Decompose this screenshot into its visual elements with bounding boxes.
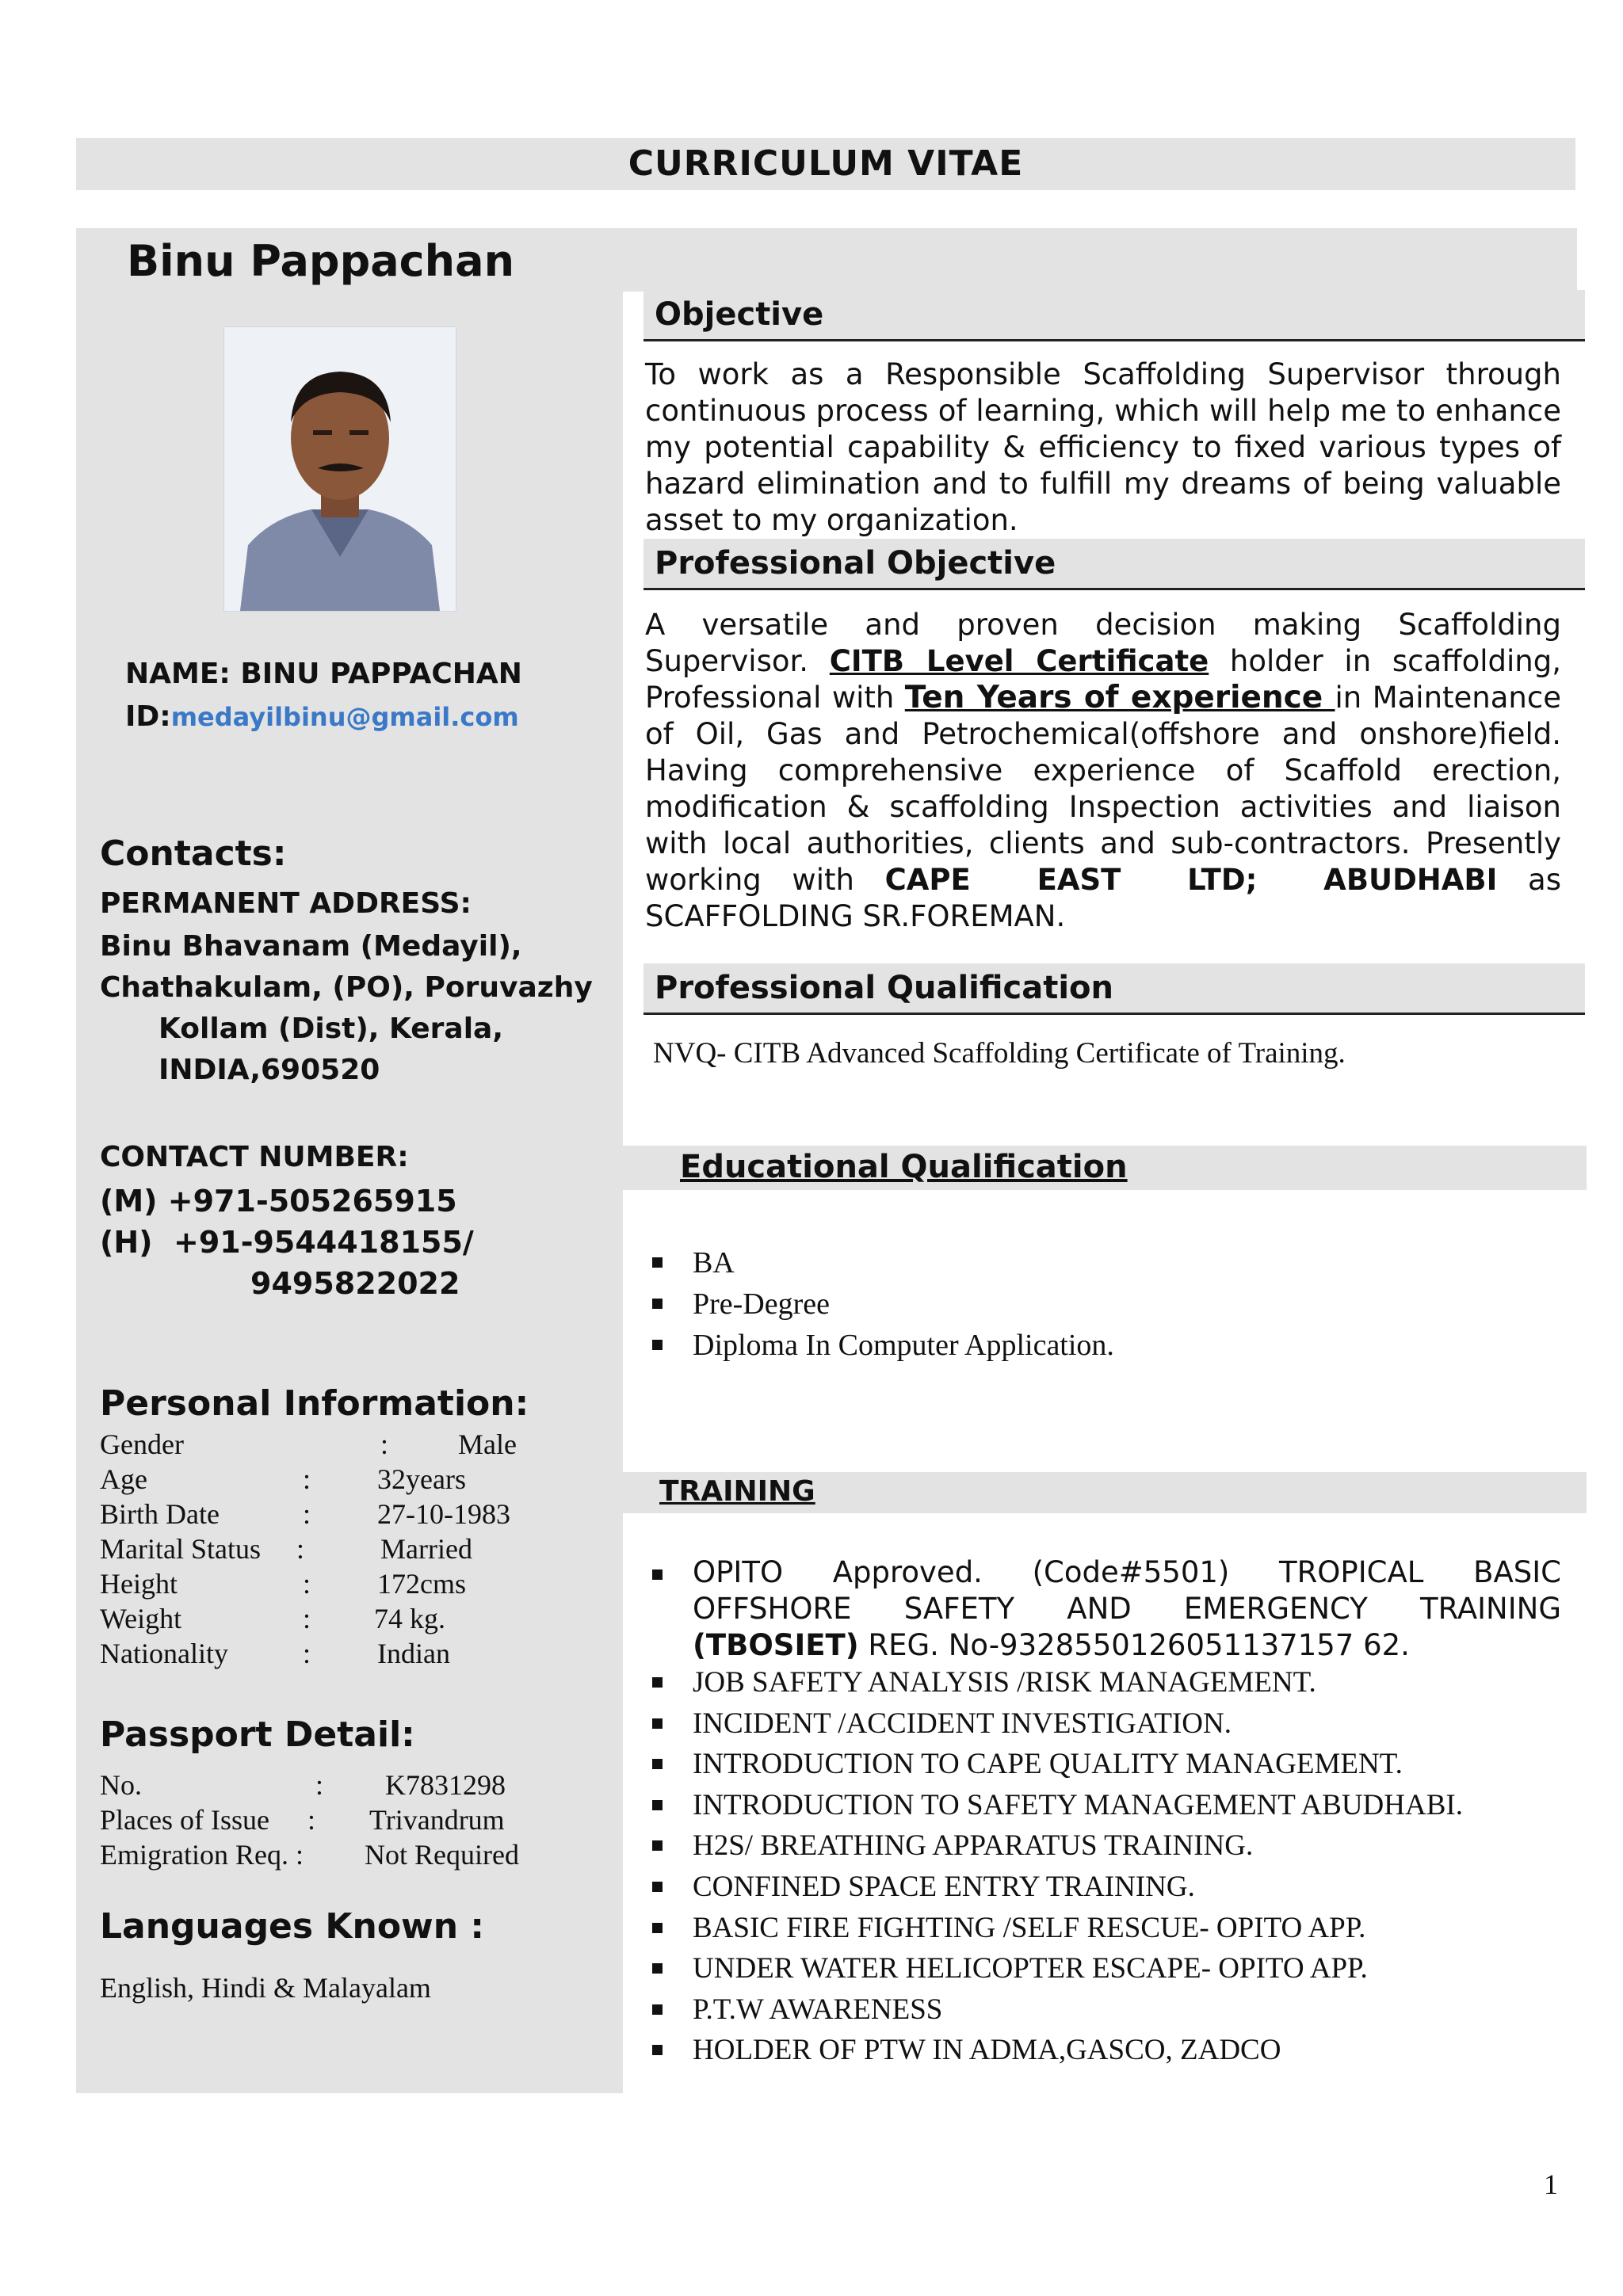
id-line [125, 700, 519, 733]
row-key: Weight [100, 1603, 182, 1634]
row-colon: : [303, 1463, 311, 1495]
passport-heading: Passport Detail: [100, 1714, 415, 1755]
languages-value: English, Hindi & Malayalam [100, 1972, 431, 2004]
address-line: Binu Bhavanam (Medayil), [100, 930, 522, 963]
page-number: 1 [1544, 2168, 1558, 2200]
row-colon: : [303, 1498, 311, 1530]
objective-text: To work as a Responsible Scaffolding Supervisor through continuous process of learning, which will help me to enhance my potential capability & efficiency to fixed various types of hazard elimination and to fulfill my dreams of being valuable asset to my organization. [645, 357, 1561, 537]
professional-objective-heading-bar [643, 539, 1585, 590]
po-text-part: in Maintenance of Oil, Gas and Petrochemical(offshore and onshore)field. Having comprehensive experience of Scaffold erection, modification & scaffolding Inspection activities and liaison with local authorities, clients and sub-contractors. Presently working with [645, 681, 1561, 897]
profile-photo-image [224, 327, 456, 611]
row-key: Places of Issue [100, 1804, 269, 1836]
row-colon: : [315, 1769, 324, 1801]
professional-qualification-heading-bar [643, 963, 1585, 1015]
training-text-part: REG. No-9328550126051137157 62. [858, 1628, 1410, 1662]
name-bar [76, 228, 1577, 292]
candidate-name: Binu Pappachan [127, 236, 515, 286]
cv-title-bar [76, 138, 1575, 190]
training-item: INTRODUCTION TO CAPE QUALITY MANAGEMENT. [643, 1744, 1579, 1785]
education-item: Diploma In Computer Application. [643, 1325, 1555, 1366]
education-item: BA [643, 1242, 1555, 1283]
row-key: Age [100, 1463, 147, 1495]
row-colon: : [296, 1533, 305, 1565]
row-value: Not Required [365, 1839, 519, 1871]
address-line: Chathakulam, (PO), Poruvazhy [100, 971, 593, 1004]
training-item: UNDER WATER HELICOPTER ESCAPE- OPITO APP. [643, 1948, 1579, 1989]
name-line [125, 658, 522, 690]
row-value: 172cms [377, 1568, 466, 1600]
row-key: Emigration Req. : [100, 1839, 304, 1871]
contacts-heading: Contacts: [100, 833, 287, 874]
row-value: Male [458, 1428, 517, 1460]
cv-title: CURRICULUM VITAE [628, 143, 1024, 184]
row-key: Birth Date [100, 1498, 220, 1530]
address-line: Kollam (Dist), Kerala, [158, 1013, 504, 1045]
row-value: 32years [377, 1463, 466, 1495]
training-item: CONFINED SPACE ENTRY TRAINING. [643, 1867, 1579, 1908]
row-value: Trivandrum [369, 1804, 505, 1836]
objective-heading: Objective [655, 296, 824, 333]
tbosiet-label: (TBOSIET) [693, 1628, 859, 1662]
row-key: No. [100, 1769, 142, 1801]
languages-heading: Languages Known : [100, 1906, 484, 1947]
education-heading-bar [623, 1146, 1587, 1190]
objective-heading-bar [643, 290, 1585, 341]
citb-certificate-highlight: CITB Level Certificate [829, 644, 1209, 678]
training-item: JOB SAFETY ANALYSIS /RISK MANAGEMENT. [643, 1662, 1579, 1703]
po-text-part: holder in scaffolding, Professional with [645, 644, 1562, 715]
training-list [643, 1662, 1579, 2071]
experience-highlight: Ten Years of experience [904, 680, 1335, 715]
education-heading: Educational Qualification [680, 1149, 1128, 1185]
row-colon: : [380, 1428, 389, 1460]
training-item: H2S/ BREATHING APPARATUS TRAINING. [643, 1825, 1579, 1867]
professional-qualification-text: NVQ- CITB Advanced Scaffolding Certificate of Training. [653, 1037, 1346, 1070]
row-colon: : [303, 1603, 311, 1634]
training-heading-bar [623, 1472, 1587, 1513]
name-field: NAME: BINU PAPPACHAN [125, 658, 522, 690]
professional-objective-heading: Professional Objective [655, 545, 1056, 582]
po-text-part: as SCAFFOLDING SR.FOREMAN. [645, 863, 1561, 933]
training-item: INCIDENT /ACCIDENT INVESTIGATION. [643, 1703, 1579, 1745]
profile-photo [223, 326, 456, 612]
po-text-part: A versatile and proven decision making Scaffolding Supervisor. [645, 608, 1561, 678]
row-value: Married [380, 1533, 472, 1565]
row-colon: : [303, 1638, 311, 1669]
phone-line: (M) +971-505265915 [100, 1184, 457, 1219]
row-key: Gender [100, 1428, 184, 1460]
row-key: Marital Status [100, 1533, 261, 1565]
training-item: P.T.W AWARENESS [643, 1989, 1579, 2031]
row-value: 74 kg. [374, 1603, 445, 1634]
row-value: K7831298 [385, 1769, 506, 1801]
training-item: INTRODUCTION TO SAFETY MANAGEMENT ABUDHABI. [643, 1785, 1579, 1826]
email-link[interactable]: medayilbinu@gmail.com [170, 702, 519, 732]
row-value: Indian [377, 1638, 450, 1669]
address-heading: PERMANENT ADDRESS: [100, 887, 472, 920]
row-colon: : [307, 1804, 316, 1836]
company-name: CAPE EAST LTD; ABUDHABI [884, 863, 1498, 897]
training-first-text [693, 1554, 1561, 1664]
training-first-item [643, 1554, 1561, 1664]
professional-qualification-heading: Professional Qualification [655, 970, 1114, 1006]
id-label: ID: [125, 700, 171, 733]
bullet-icon [652, 1569, 663, 1580]
contact-number-heading: CONTACT NUMBER: [100, 1141, 409, 1173]
education-item: Pre-Degree [643, 1283, 1555, 1325]
phone-line: 9495822022 [250, 1266, 460, 1301]
address-line: INDIA,690520 [158, 1054, 380, 1086]
training-item: HOLDER OF PTW IN ADMA,GASCO, ZADCO [643, 2030, 1579, 2071]
row-key: Nationality [100, 1638, 228, 1669]
row-key: Height [100, 1568, 178, 1600]
training-heading: TRAINING [659, 1475, 815, 1508]
training-item: BASIC FIRE FIGHTING /SELF RESCUE- OPITO APP. [643, 1908, 1579, 1949]
row-value: 27-10-1983 [377, 1498, 510, 1530]
phone-line: (H) +91-9544418155/ [100, 1225, 474, 1260]
education-list [643, 1242, 1555, 1366]
professional-objective-text [645, 607, 1561, 935]
training-text-part: OPITO Approved. (Code#5501) TROPICAL BASIC OFFSHORE SAFETY AND EMERGENCY TRAINING [693, 1555, 1561, 1626]
row-colon: : [303, 1568, 311, 1600]
personal-info-heading: Personal Information: [100, 1383, 529, 1424]
